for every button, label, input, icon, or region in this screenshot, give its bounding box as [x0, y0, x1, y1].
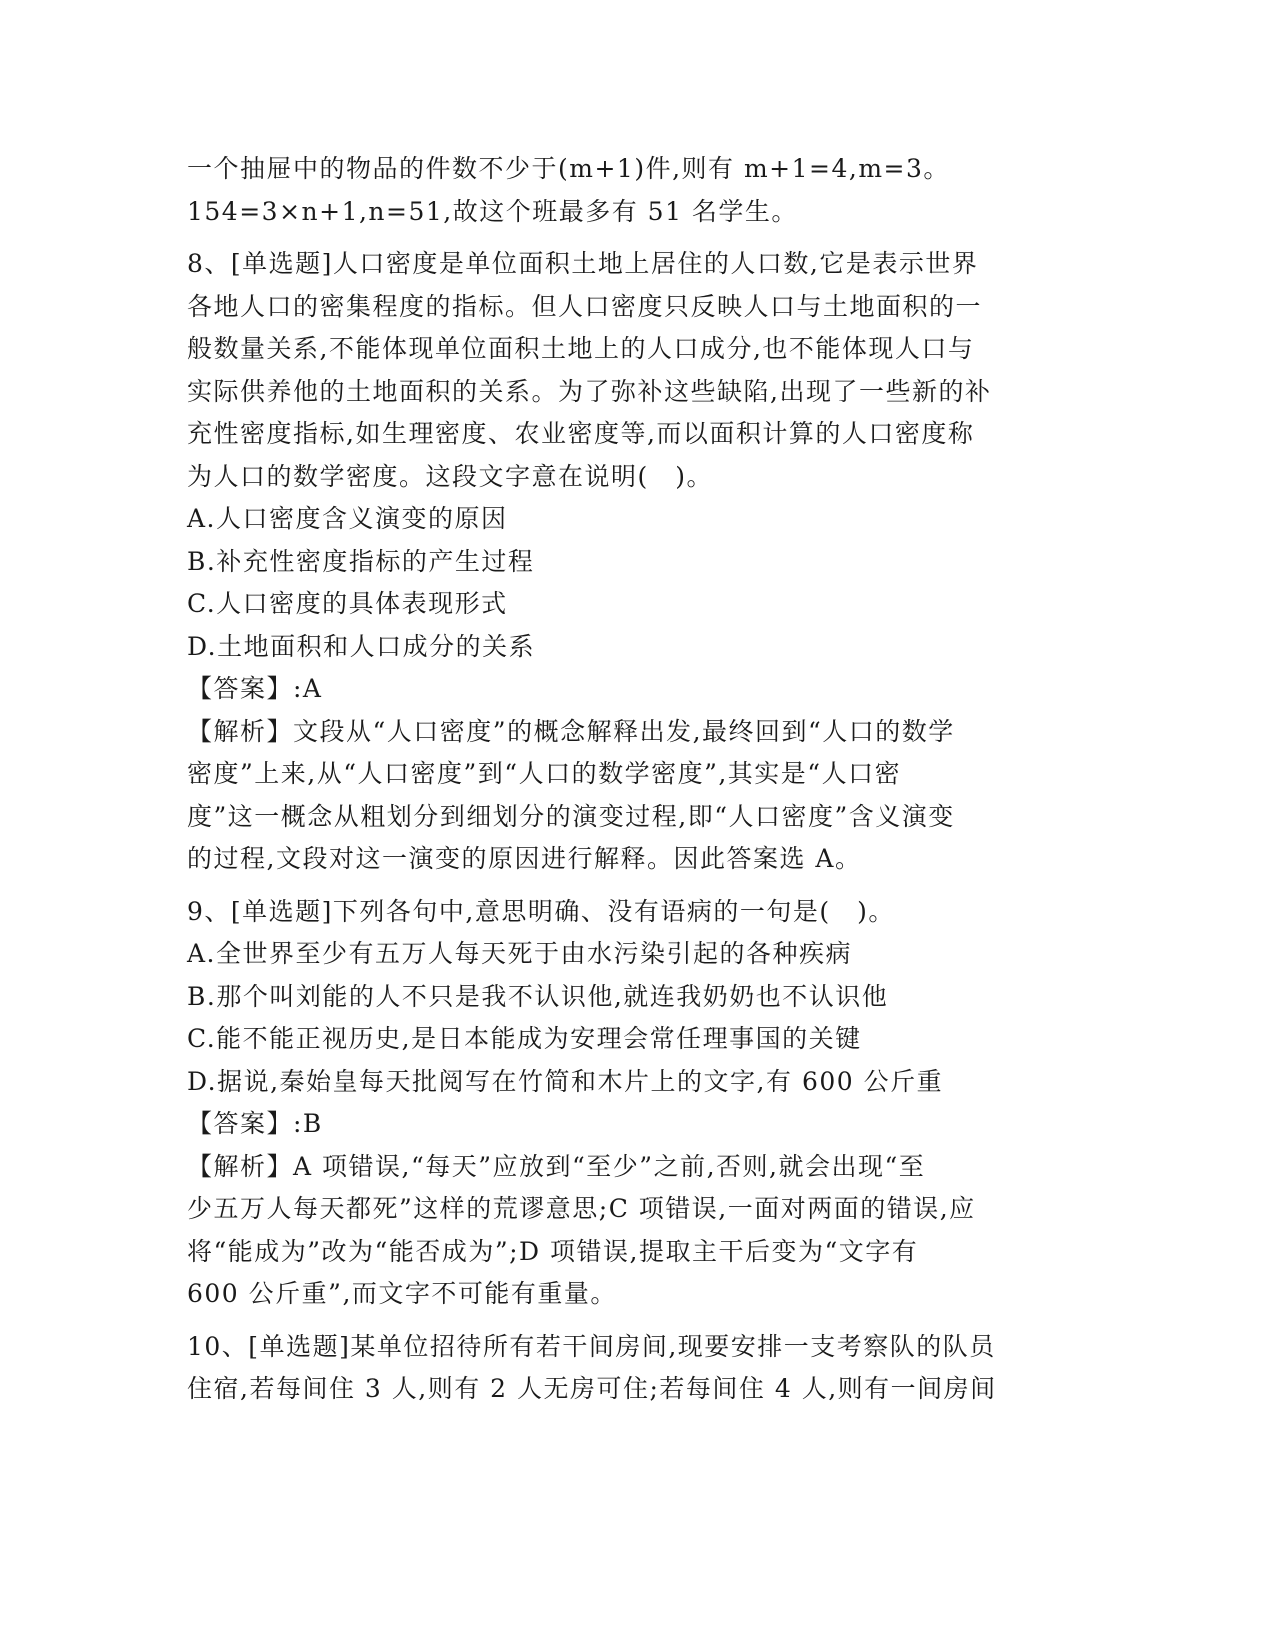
- option-b: B.补充性密度指标的产生过程: [187, 546, 535, 576]
- question-stem-line: 各地人口的密集程度的指标。但人口密度只反映人口与土地面积的一: [187, 291, 983, 321]
- analysis-line: 少五万人每天都死”这样的荒谬意思;C 项错误,一面对两面的错误,应: [187, 1194, 976, 1223]
- option-a: A.人口密度含义演变的原因: [187, 504, 508, 533]
- question-stem-line: 10、[单选题]某单位招待所有若干间房间,现要安排一支考察队的队员: [187, 1331, 996, 1361]
- option-c: C.能不能正视历史,是日本能成为安理会常任理事国的关键: [187, 1024, 862, 1053]
- analysis-line: 的过程,文段对这一演变的原因进行解释。因此答案选 A。: [187, 844, 862, 873]
- text-line: 154=3×n+1,n=51,故这个班最多有 51 名学生。: [187, 196, 798, 226]
- option-d: D.土地面积和人口成分的关系: [187, 631, 536, 661]
- question-stem-line: 9、[单选题]下列各句中,意思明确、没有语病的一句是( )。: [187, 896, 895, 926]
- answer-line: 【答案】:A: [187, 674, 323, 703]
- analysis-line: 度”这一概念从粗划分到细划分的演变过程,即“人口密度”含义演变: [187, 801, 955, 831]
- question-stem-line: 住宿,若每间住 3 人,则有 2 人无房可住;若每间住 4 人,则有一间房间: [187, 1374, 997, 1403]
- analysis-line: 密度”上来,从“人口密度”到“人口的数学密度”,其实是“人口密: [187, 759, 902, 788]
- analysis-line: 600 公斤重”,而文字不可能有重量。: [187, 1279, 617, 1308]
- question-stem-line: 般数量关系,不能体现单位面积土地上的人口成分,也不能体现人口与: [187, 334, 975, 363]
- previous-analysis-tail: [187, 148, 1077, 233]
- text-line: 一个抽屉中的物品的件数不少于(m+1)件,则有 m+1=4,m=3。: [187, 154, 950, 183]
- question-stem-line: 实际供养他的土地面积的关系。为了弥补这些缺陷,出现了一些新的补: [187, 376, 992, 406]
- analysis-line: 【解析】文段从“人口密度”的概念解释出发,最终回到“人口的数学: [187, 716, 955, 746]
- answer-line: 【答案】:B: [187, 1109, 323, 1138]
- question-stem-line: 为人口的数学密度。这段文字意在说明( )。: [187, 461, 714, 491]
- question-9: [187, 891, 1077, 1316]
- option-a: A.全世界至少有五万人每天死于由水污染引起的各种疾病: [187, 939, 853, 968]
- question-8: [187, 243, 1077, 881]
- analysis-line: 将“能成为”改为“能否成为”;D 项错误,提取主干后变为“文字有: [187, 1236, 919, 1266]
- option-d: D.据说,秦始皇每天批阅写在竹简和木片上的文字,有 600 公斤重: [187, 1066, 944, 1096]
- question-stem-line: 8、[单选题]人口密度是单位面积土地上居住的人口数,它是表示世界: [187, 249, 979, 278]
- document-page: [187, 148, 1077, 1411]
- question-stem-line: 充性密度指标,如生理密度、农业密度等,而以面积计算的人口密度称: [187, 419, 975, 448]
- analysis-line: 【解析】A 项错误,“每天”应放到“至少”之前,否则,就会出现“至: [187, 1151, 926, 1181]
- option-c: C.人口密度的具体表现形式: [187, 589, 508, 618]
- option-b: B.那个叫刘能的人不只是我不认识他,就连我奶奶也不认识他: [187, 981, 889, 1011]
- question-10: [187, 1326, 1077, 1411]
